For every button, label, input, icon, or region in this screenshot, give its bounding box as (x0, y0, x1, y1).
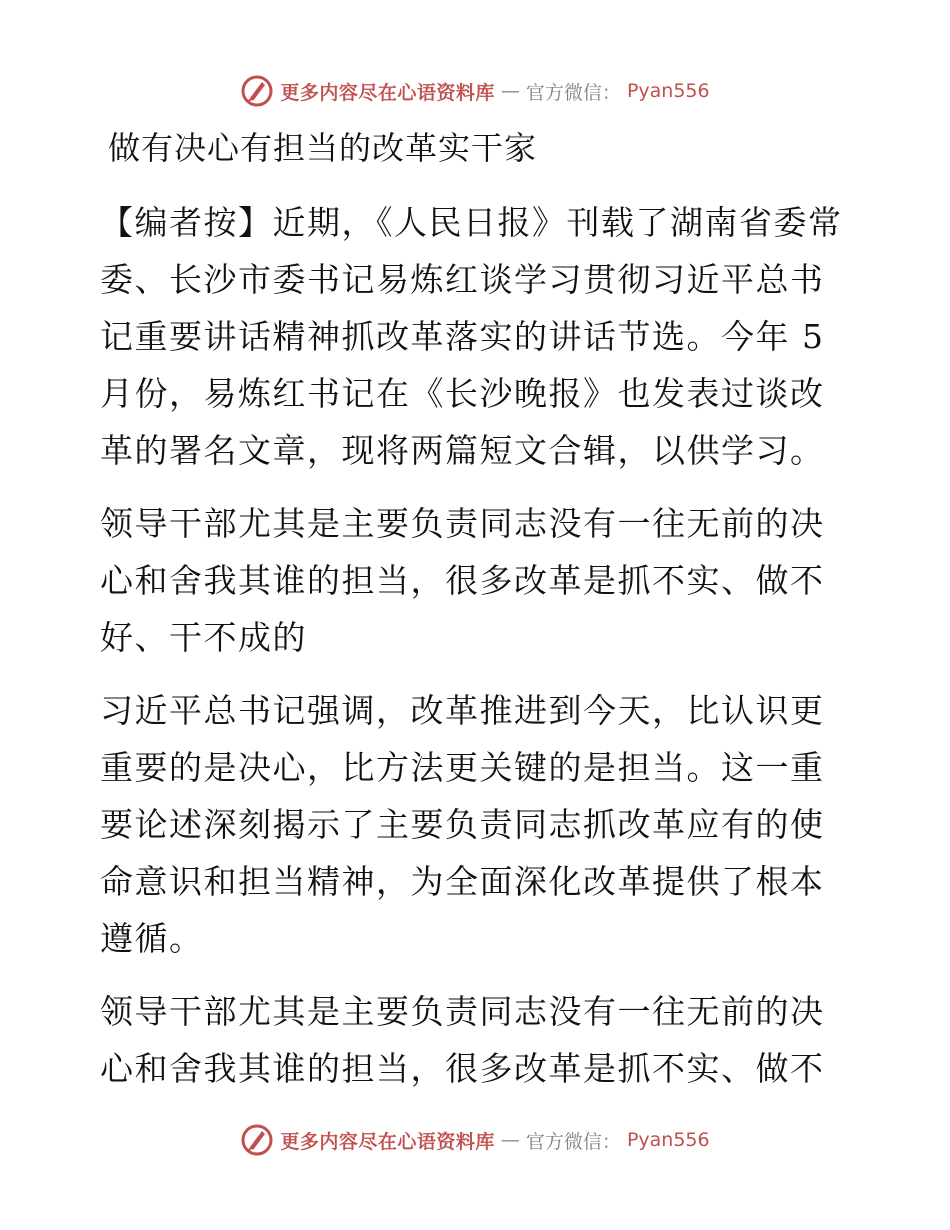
paragraph-2: 习近平总书记强调，改革推进到今天，比认识更重要的是决心，比方法更关键的是担当。这一重要论述深刻揭示了主要负责同志抓改革应有的使命意识和担当精神，为全面深化改革提供了根本遵循。 (100, 691, 825, 958)
watermark-sub-text: 官方微信： (525, 1130, 621, 1153)
header-watermark (0, 71, 950, 111)
paragraph-editor-note: 【编者按】近期，《人民日报》刊载了湖南省委常委、长沙市委书记易炼红谈学习贯彻习近平总书记重要讲话精神抓改革落实的讲话节选。今年 5 月份，易炼红书记在《长沙晚报》也发表过谈改革的署名文章，现将两篇短文合辑，以供学习。 (100, 203, 843, 470)
quill-pen-logo-icon (240, 1123, 274, 1157)
watermark-sub-text: 官方微信： (525, 81, 621, 104)
footer-watermark (0, 1120, 950, 1160)
watermark-wechat-id: Pyan556 (626, 1129, 710, 1151)
watermark-dash: — (500, 1129, 520, 1151)
paragraph-3: 领导干部尤其是主要负责同志没有一往无前的决心和舍我其谁的担当，很多改革是抓不实、做不 (100, 992, 825, 1088)
document-body (100, 120, 850, 1113)
paragraph-1: 领导干部尤其是主要负责同志没有一往无前的决心和舍我其谁的担当，很多改革是抓不实、做不好、干不成的 (100, 504, 825, 657)
quill-pen-logo-icon (240, 74, 274, 108)
watermark-dash: — (500, 80, 520, 102)
watermark-main-text: 更多内容尽在心语资料库 (280, 81, 495, 104)
watermark-wechat-id: Pyan556 (626, 80, 710, 102)
watermark-main-text: 更多内容尽在心语资料库 (280, 1130, 495, 1153)
document-title: 做有决心有担当的改革实干家 (108, 129, 538, 167)
